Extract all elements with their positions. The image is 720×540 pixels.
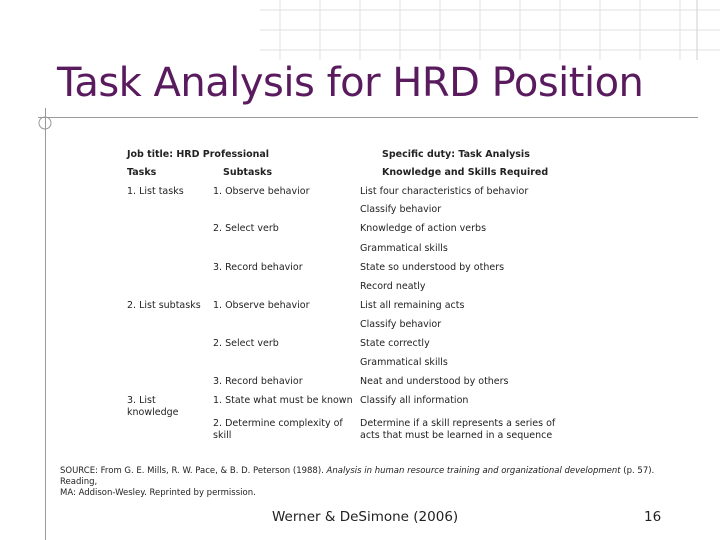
task-3-line-1: 3. List — [127, 395, 156, 406]
task-2: 2. List subtasks — [127, 300, 201, 311]
knowledge-item: List four characteristics of behavior — [360, 186, 529, 197]
task-3-subtask-1: 1. State what must be known — [213, 395, 353, 406]
knowledge-item: Classify behavior — [360, 319, 442, 330]
task-2-subtask-1: 1. Observe behavior — [213, 300, 310, 311]
task-1-subtask-3: 3. Record behavior — [213, 262, 303, 273]
title-underline — [38, 117, 698, 118]
task-2-subtask-2: 2. Select verb — [213, 338, 279, 349]
job-title: Job title: HRD Professional — [127, 149, 270, 160]
task-3-subtask-2-line-2: skill — [213, 430, 232, 441]
task-1: 1. List tasks — [127, 186, 184, 197]
footer-credit: Werner & DeSimone (2006) — [272, 509, 459, 525]
source-line-2: MA: Addison-Wesley. Reprinted by permission. — [60, 488, 256, 498]
left-margin-rule — [45, 108, 46, 540]
source-prefix: SOURCE: From G. E. Mills, R. W. Pace, & B. D. Peterson (1988). — [60, 466, 327, 476]
knowledge-item: List all remaining acts — [360, 300, 465, 311]
knowledge-item: Neat and understood by others — [360, 376, 509, 387]
column-header-knowledge: Knowledge and Skills Required — [382, 167, 549, 178]
task-2-subtask-3: 3. Record behavior — [213, 376, 303, 387]
task-3-subtask-2-line-1: 2. Determine complexity of — [213, 418, 343, 429]
knowledge-item: Grammatical skills — [360, 243, 448, 254]
source-book-title: Analysis in human resource training and organizational development — [326, 466, 621, 476]
decorative-grid — [260, 0, 720, 60]
knowledge-item: Record neatly — [360, 281, 426, 292]
knowledge-item: Determine if a skill represents a series of — [360, 418, 556, 429]
page-number: 16 — [644, 509, 662, 525]
knowledge-item: Classify all information — [360, 395, 469, 406]
source-citation — [60, 466, 670, 499]
knowledge-item: State correctly — [360, 338, 430, 349]
task-3-line-2: knowledge — [127, 407, 179, 418]
knowledge-item: Grammatical skills — [360, 357, 448, 368]
source-suffix: (p. 57). Reading, — [60, 466, 655, 487]
column-header-tasks: Tasks — [127, 167, 157, 178]
knowledge-item: acts that must be learned in a sequence — [360, 430, 553, 441]
knowledge-item: Classify behavior — [360, 204, 442, 215]
knowledge-item: Knowledge of action verbs — [360, 223, 487, 234]
slide-title: Task Analysis for HRD Position — [57, 60, 644, 106]
crosshair-circle-icon — [36, 114, 54, 132]
specific-duty: Specific duty: Task Analysis — [382, 149, 530, 160]
task-1-subtask-1: 1. Observe behavior — [213, 186, 310, 197]
column-header-subtasks: Subtasks — [223, 167, 272, 178]
task-1-subtask-2: 2. Select verb — [213, 223, 279, 234]
knowledge-item: State so understood by others — [360, 262, 505, 273]
